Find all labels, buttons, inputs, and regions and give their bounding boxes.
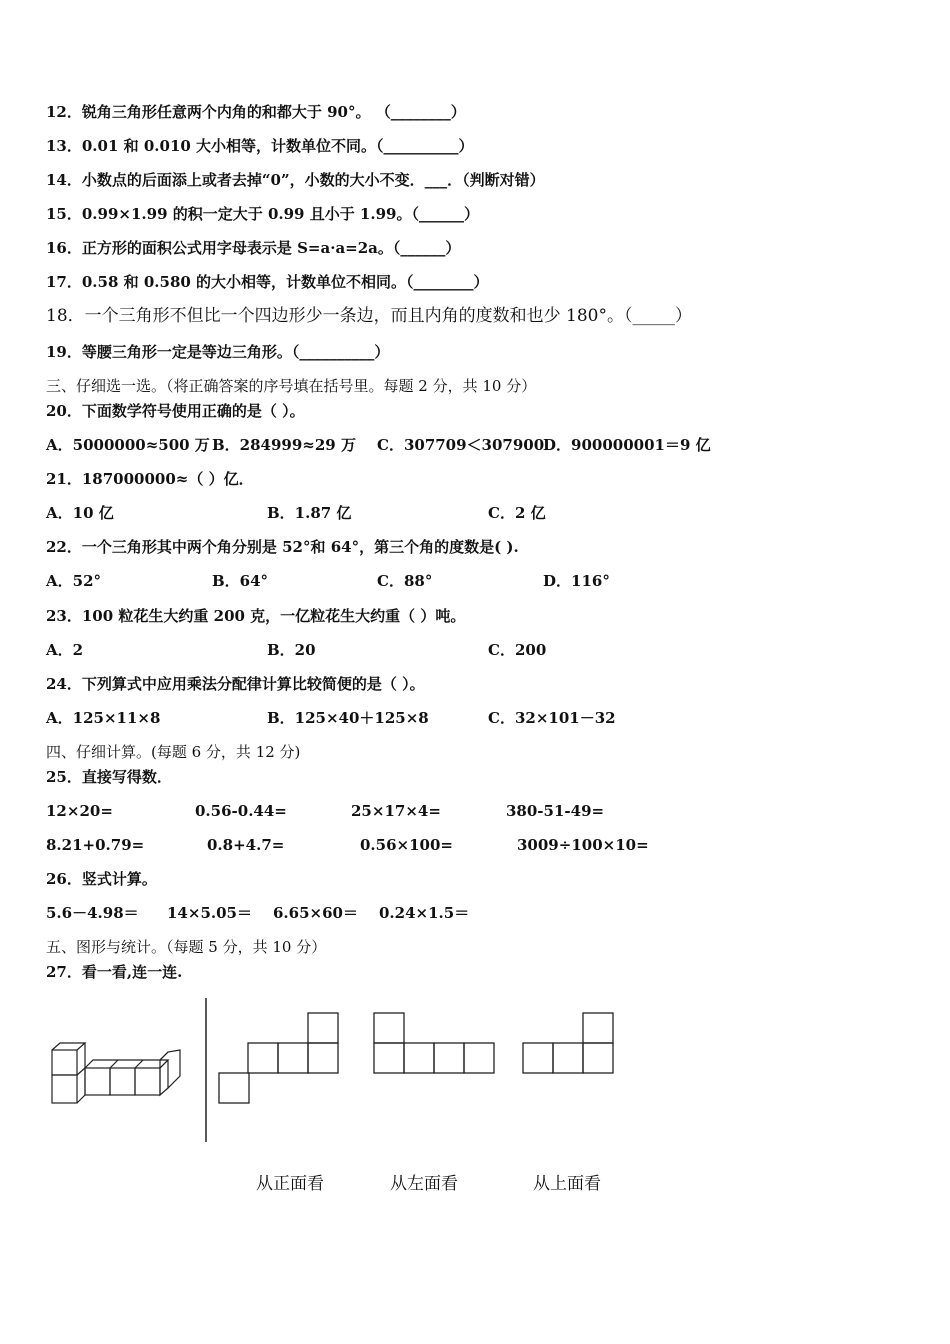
q26-item: 0.24×1.5＝ — [379, 904, 470, 922]
question-15: 15．0.99×1.99 的积一定大于 0.99 且小于 1.99。（______） — [46, 205, 479, 223]
question-21-stem: 21．187000000≈（ ）亿． — [46, 470, 254, 488]
q26-item: 5.6－4.98＝ — [46, 904, 139, 922]
question-24-stem: 24．下列算式中应用乘法分配律计算比较简便的是（ ）。 — [46, 675, 425, 693]
question-18: 18．一个三角形不但比一个四边形少一条边，而且内角的度数和也少 180°。（_____） — [46, 306, 692, 326]
q23-option-b: B．20 — [267, 641, 316, 659]
q22-option-d: D．116° — [543, 572, 610, 590]
view-shape-2 — [373, 1012, 495, 1074]
q20-option-c: C．307709＜307900 — [377, 436, 545, 454]
q21-option-a: A．10 亿 — [46, 504, 114, 522]
question-26-stem: 26．竖式计算。 — [46, 870, 157, 888]
question-12: 12．锐角三角形任意两个内角的和都大于 90°。 （________） — [46, 103, 466, 121]
section-3-heading: 三、仔细选一选。（将正确答案的序号填在括号里。每题 2 分，共 10 分） — [46, 377, 537, 395]
question-16: 16．正方形的面积公式用字母表示是 S=a·a=2a。（______） — [46, 239, 461, 257]
q24-option-b: B．125×40＋125×8 — [267, 709, 429, 727]
caption-front-view: 从正面看 — [256, 1174, 324, 1194]
q26-item: 6.65×60＝ — [273, 904, 358, 922]
question-17: 17．0.58 和 0.580 的大小相等，计数单位不相同。（________） — [46, 273, 489, 291]
q25-item: 0.56×100= — [360, 836, 453, 854]
question-20-stem: 20．下面数学符号使用正确的是（ ）。 — [46, 402, 305, 420]
section-5-heading: 五、图形与统计。（每题 5 分，共 10 分） — [46, 938, 327, 956]
section-4-heading: 四、仔细计算。(每题 6 分，共 12 分) — [46, 743, 301, 761]
divider-line — [204, 998, 208, 1142]
q25-item: 0.56-0.44= — [195, 802, 287, 820]
q21-option-c: C．2 亿 — [488, 504, 546, 522]
q24-option-a: A．125×11×8 — [46, 709, 161, 727]
q22-option-c: C．88° — [377, 572, 433, 590]
cube-solid-figure — [44, 1036, 189, 1108]
q20-option-a: A．5000000≈500 万 — [46, 436, 210, 454]
question-13: 13．0.01 和 0.010 大小相等，计数单位不同。（__________） — [46, 137, 474, 155]
q25-item: 25×17×4= — [351, 802, 441, 820]
caption-top-view: 从上面看 — [533, 1174, 601, 1194]
view-shape-1 — [218, 1012, 340, 1104]
q25-item: 0.8+4.7= — [207, 836, 285, 854]
question-23-stem: 23．100 粒花生大约重 200 克，一亿粒花生大约重（ ）吨。 — [46, 607, 466, 625]
q20-option-d: D．900000001＝9 亿 — [543, 436, 711, 454]
question-27-stem: 27．看一看,连一连. — [46, 963, 183, 981]
q23-option-a: A．2 — [46, 641, 84, 659]
q25-item: 380-51-49= — [506, 802, 605, 820]
q25-item: 3009÷100×10= — [517, 836, 649, 854]
q22-option-a: A．52° — [46, 572, 102, 590]
q23-option-c: C．200 — [488, 641, 547, 659]
question-22-stem: 22．一个三角形其中两个角分别是 52°和 64°，第三个角的度数是( ). — [46, 538, 519, 556]
q22-option-b: B．64° — [212, 572, 269, 590]
q24-option-c: C．32×101－32 — [488, 709, 616, 727]
question-19: 19．等腰三角形一定是等边三角形。（__________） — [46, 343, 390, 361]
q21-option-b: B．1.87 亿 — [267, 504, 352, 522]
question-25-stem: 25．直接写得数． — [46, 768, 172, 786]
view-shape-3 — [522, 1012, 614, 1074]
q25-item: 8.21+0.79= — [46, 836, 145, 854]
q20-option-b: B．284999≈29 万 — [212, 436, 356, 454]
caption-left-view: 从左面看 — [390, 1174, 458, 1194]
q26-item: 14×5.05＝ — [167, 904, 252, 922]
question-14: 14．小数点的后面添上或者去掉“0”，小数的大小不变．___．（判断对错） — [46, 171, 545, 189]
q25-item: 12×20= — [46, 802, 113, 820]
